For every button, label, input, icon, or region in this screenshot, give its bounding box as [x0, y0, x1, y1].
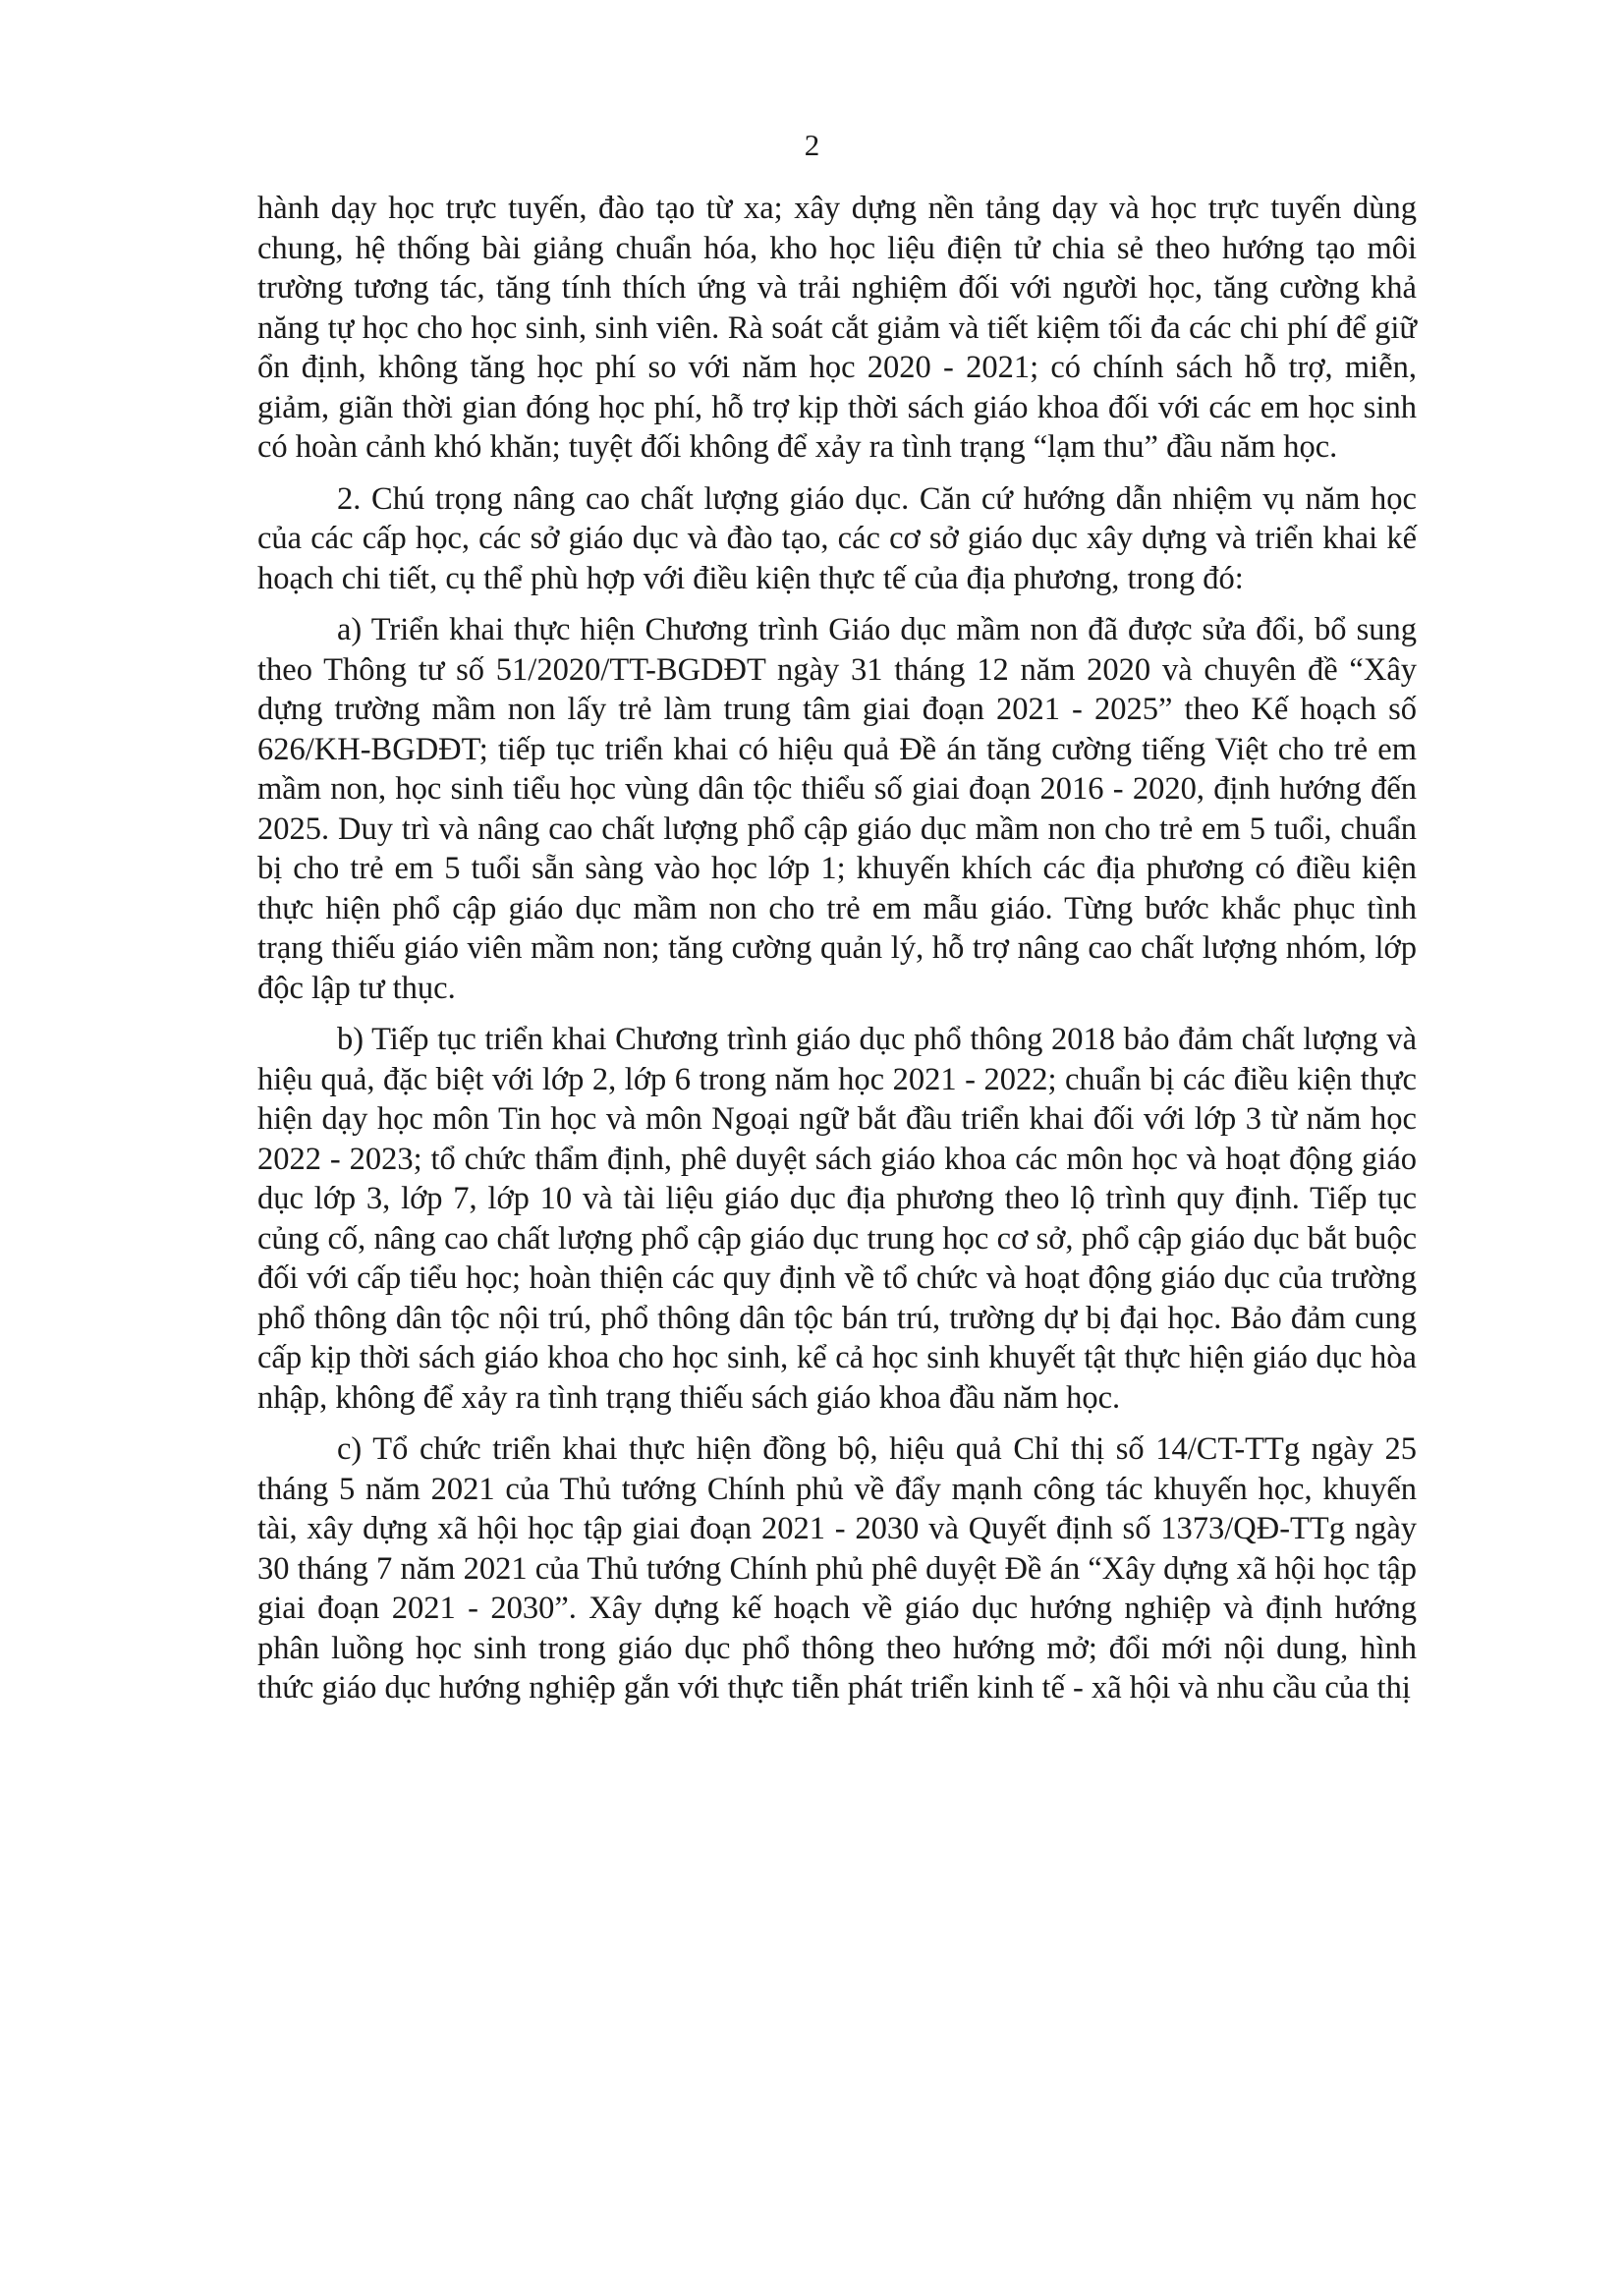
paragraph-continuation: hành dạy học trực tuyến, đào tạo từ xa; xây dựng nền tảng dạy và học trực tuyến dùng chung, hệ thống bài giảng chuẩn hóa, kho học liệu điện tử chia sẻ theo hướng tạo môi trường tương tác, tăng tính thích ứng và trải nghiệm đối với người học, tăng cường khả năng tự học cho học sinh, sinh viên. Rà soát cắt giảm và tiết kiệm tối đa các chi phí để giữ ổn định, không tăng học phí so với năm học 2020 - 2021; có chính sách hỗ trợ, miễn, giảm, giãn thời gian đóng học phí, hỗ trợ kịp thời sách giáo khoa đối với các em học sinh có hoàn cảnh khó khăn; tuyệt đối không để xảy ra tình trạng “lạm thu” đầu năm học.	[257, 191, 1417, 465]
paragraph-item-a: a) Triển khai thực hiện Chương trình Giáo dục mầm non đã được sửa đổi, bổ sung theo Thông tư số 51/2020/TT-BGDĐT ngày 31 tháng 12 năm 2020 và chuyên đề “Xây dựng trường mầm non lấy trẻ làm trung tâm giai đoạn 2021 - 2025” theo Kế hoạch số 626/KH-BGDĐT; tiếp tục triển khai có hiệu quả Đề án tăng cường tiếng Việt cho trẻ em mầm non, học sinh tiểu học vùng dân tộc thiểu số giai đoạn 2016 - 2020, định hướng đến 2025. Duy trì và nâng cao chất lượng phổ cập giáo dục mầm non cho trẻ em 5 tuổi, chuẩn bị cho trẻ em 5 tuổi sẵn sàng vào học lớp 1; khuyến khích các địa phương có điều kiện thực hiện phổ cập giáo dục mầm non cho trẻ em mẫu giáo. Từng bước khắc phục tình trạng thiếu giáo viên mầm non; tăng cường quản lý, hỗ trợ nâng cao chất lượng nhóm, lớp độc lập tư thục.	[257, 612, 1417, 1006]
document-body	[257, 189, 1417, 1720]
paragraph-item-b: b) Tiếp tục triển khai Chương trình giáo dục phổ thông 2018 bảo đảm chất lượng và hiệu quả, đặc biệt với lớp 2, lớp 6 trong năm học 2021 - 2022; chuẩn bị các điều kiện thực hiện dạy học môn Tin học và môn Ngoại ngữ bắt đầu triển khai đối với lớp 3 từ năm học 2022 - 2023; tổ chức thẩm định, phê duyệt sách giáo khoa các môn học và hoạt động giáo dục lớp 3, lớp 7, lớp 10 và tài liệu giáo dục địa phương theo lộ trình quy định. Tiếp tục củng cố, nâng cao chất lượng phổ cập giáo dục trung học cơ sở, phổ cập giáo dục bắt buộc đối với cấp tiểu học; hoàn thiện các quy định về tổ chức và hoạt động giáo dục của trường phổ thông dân tộc nội trú, phổ thông dân tộc bán trú, trường dự bị đại học. Bảo đảm cung cấp kịp thời sách giáo khoa cho học sinh, kể cả học sinh khuyết tật thực hiện giáo dục hòa nhập, không để xảy ra tình trạng thiếu sách giáo khoa đầu năm học.	[257, 1022, 1417, 1416]
paragraph-section-2: 2. Chú trọng nâng cao chất lượng giáo dục. Căn cứ hướng dẫn nhiệm vụ năm học của các cấp học, các sở giáo dục và đào tạo, các cơ sở giáo dục xây dựng và triển khai kế hoạch chi tiết, cụ thể phù hợp với điều kiện thực tế của địa phương, trong đó:	[257, 480, 1417, 596]
page-number: 2	[804, 128, 820, 162]
paragraph-item-c: c) Tổ chức triển khai thực hiện đồng bộ, hiệu quả Chỉ thị số 14/CT-TTg ngày 25 tháng 5 năm 2021 của Thủ tướng Chính phủ về đẩy mạnh công tác khuyến học, khuyến tài, xây dựng xã hội học tập giai đoạn 2021 - 2030 và Quyết định số 1373/QĐ-TTg ngày 30 tháng 7 năm 2021 của Thủ tướng Chính phủ phê duyệt Đề án “Xây dựng xã hội học tập giai đoạn 2021 - 2030”. Xây dựng kế hoạch về giáo dục hướng nghiệp và định hướng phân luồng học sinh trong giáo dục phổ thông theo hướng mở; đổi mới nội dung, hình thức giáo dục hướng nghiệp gắn với thực tiễn phát triển kinh tế - xã hội và nhu cầu của thị	[257, 1431, 1417, 1706]
